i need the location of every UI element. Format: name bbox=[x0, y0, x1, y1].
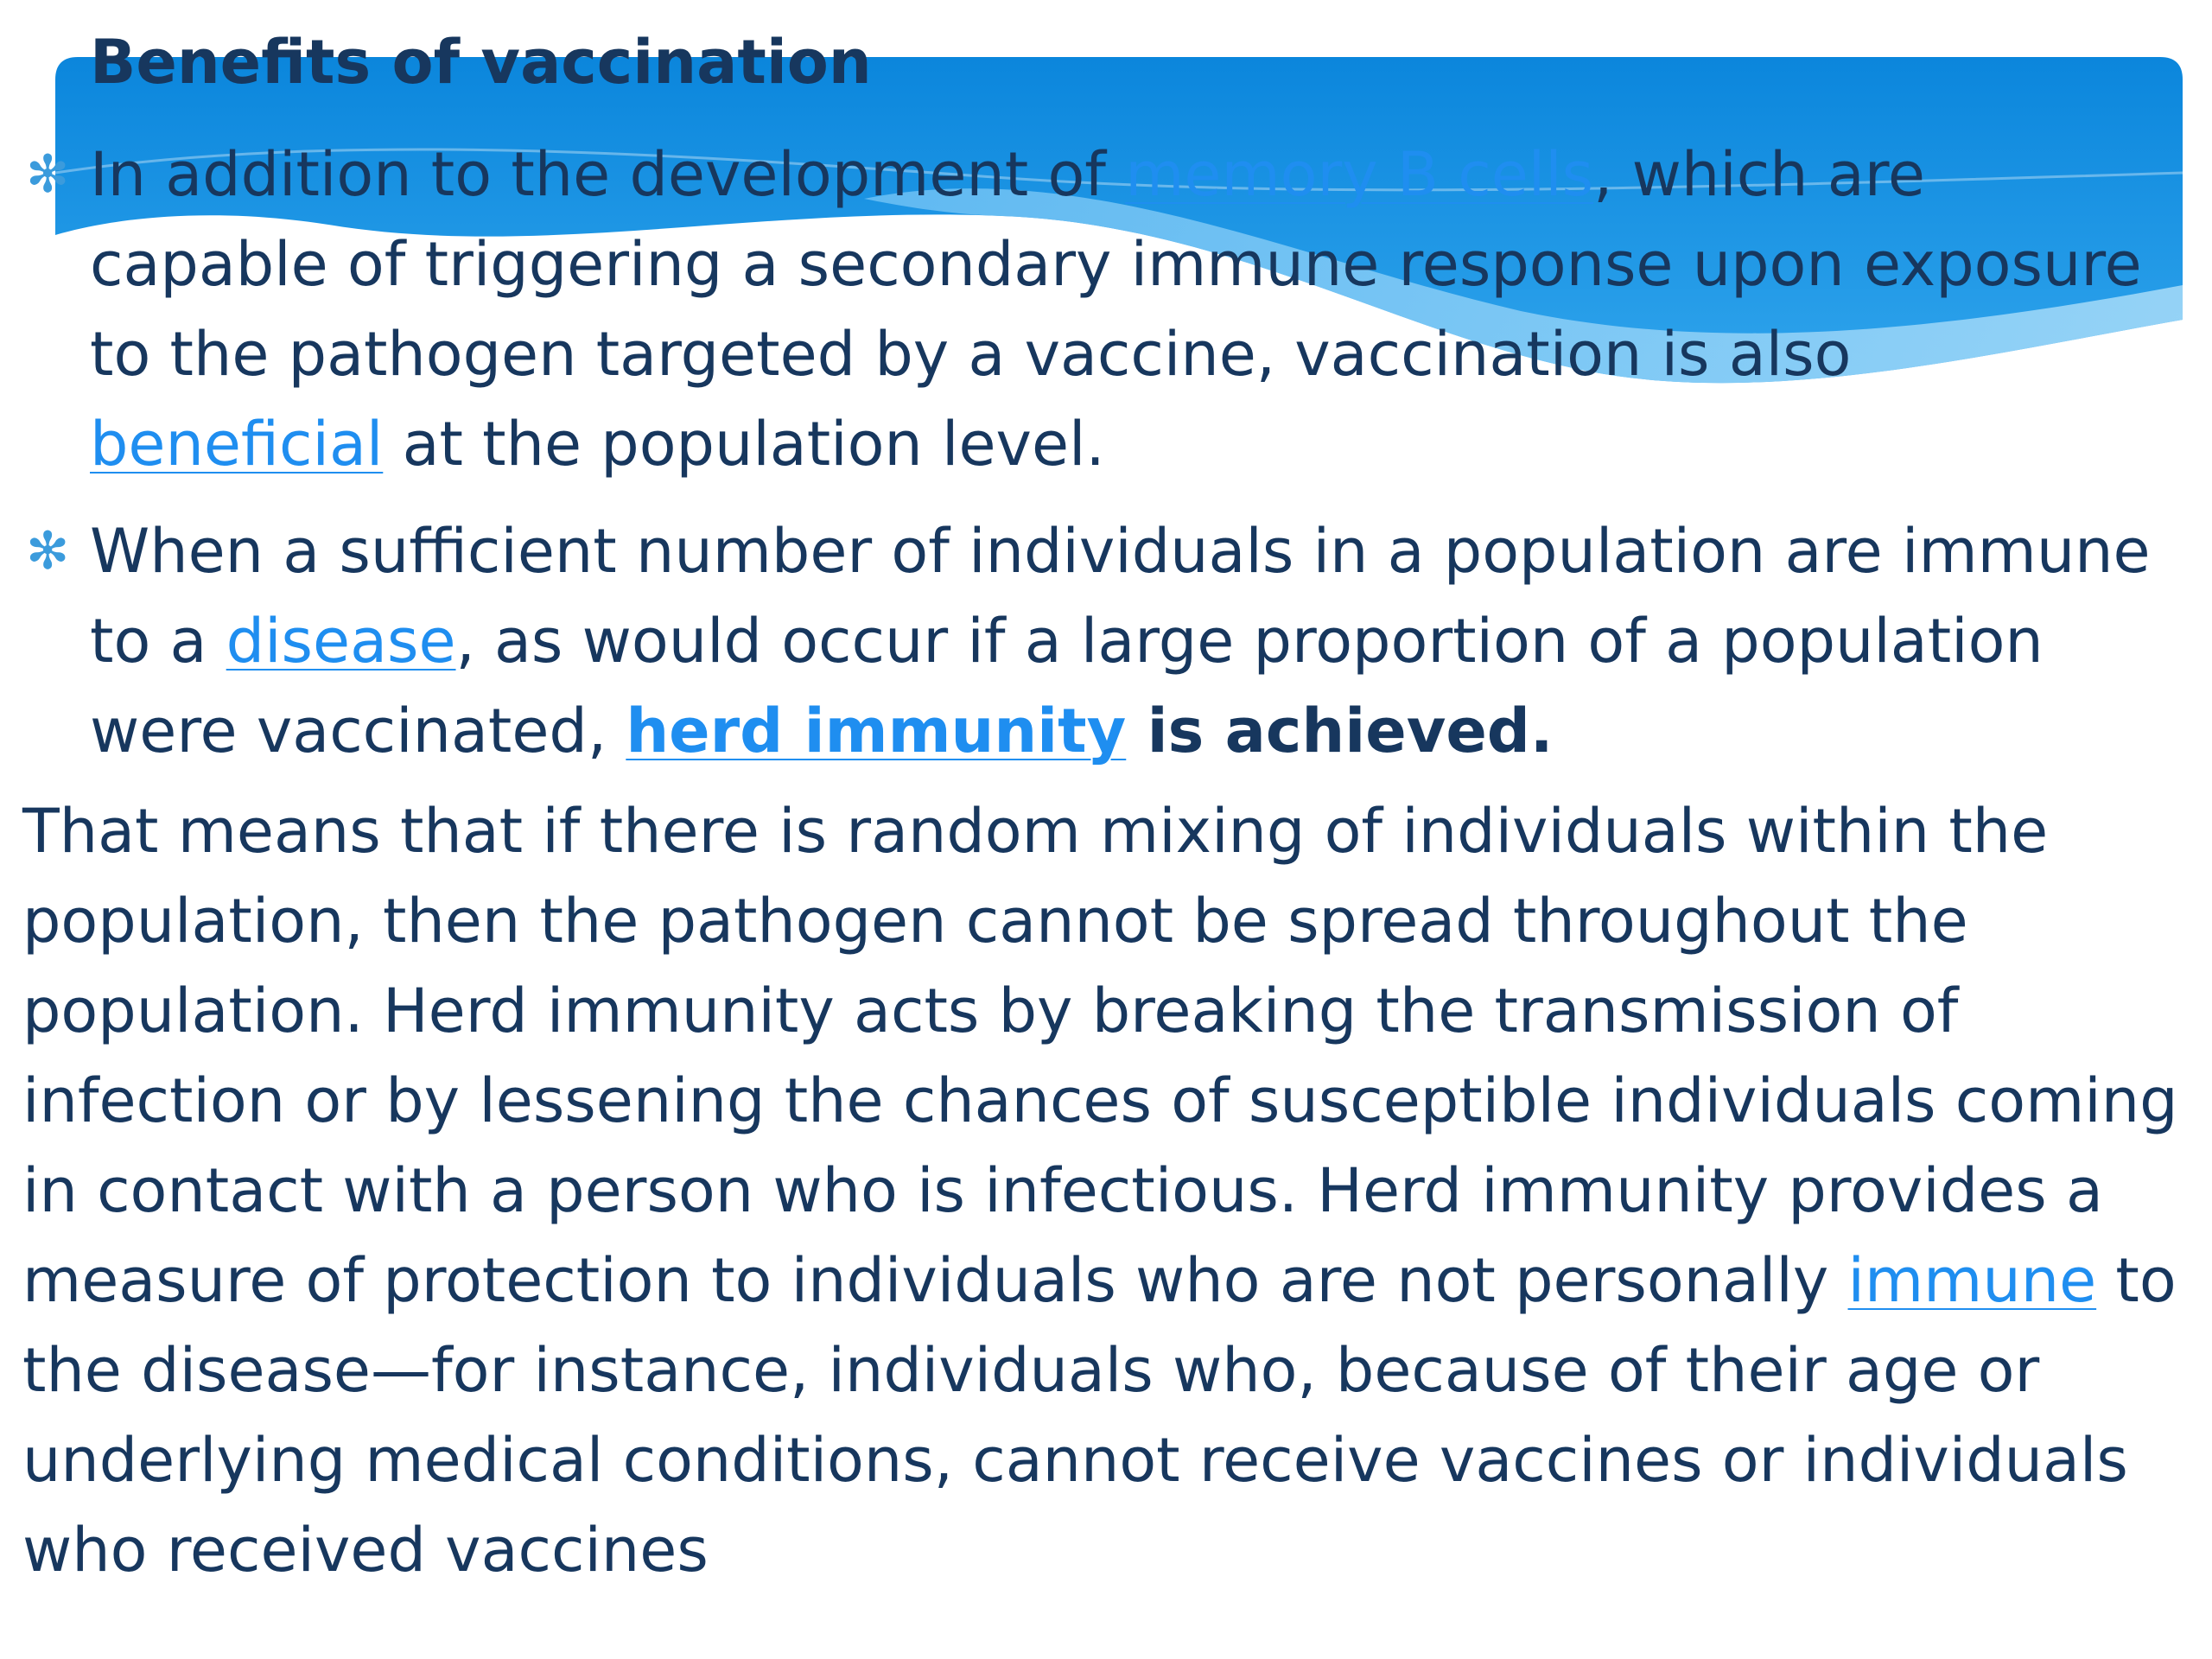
memory-b-cells-link[interactable]: memory B cells bbox=[1125, 139, 1594, 210]
bullet-text: In addition to the development of bbox=[90, 139, 1126, 210]
herd-immunity-link[interactable]: herd immunity bbox=[626, 696, 1127, 766]
bullet-text-bold: is achieved. bbox=[1126, 696, 1554, 766]
paragraph-text: to the disease—for instance, individuals who, because of their age or underlying medical conditions, cannot receive vaccines or individuals who received vaccines bbox=[22, 1245, 2177, 1586]
bullet-item bbox=[0, 130, 2160, 489]
bullet-text: at the population level. bbox=[383, 409, 1105, 480]
paragraph-text: That means that if there is random mixing of individuals within the population, then the pathogen cannot be spread throughout the population. Herd immunity acts by breaking the transmission of infection or by lessening the chances of susceptible individuals coming in contact with a person who is infectious. Herd immunity provides a measure of protection to individuals who are not personally bbox=[22, 796, 2178, 1316]
asterisk-bullet-icon: ✻ bbox=[26, 144, 70, 205]
body-paragraph bbox=[22, 786, 2183, 1595]
bullet-text: , as would occur if a large proportion of a population were vaccinated, bbox=[90, 606, 2044, 766]
slide-title: Benefits of vaccination bbox=[90, 27, 872, 98]
bullet-list bbox=[0, 130, 2160, 793]
bullet-text: , which are capable of triggering a secondary immune response upon exposure to the pathogen targeted by a vaccine, vaccination is also bbox=[90, 139, 2142, 390]
disease-link[interactable]: disease bbox=[226, 606, 456, 677]
immune-link[interactable]: immune bbox=[1847, 1245, 2097, 1316]
beneficial-link[interactable]: beneficial bbox=[90, 409, 384, 480]
bullet-text: When a sufficient number of individuals in a population are immune to a bbox=[90, 516, 2151, 677]
asterisk-bullet-icon: ✻ bbox=[26, 521, 70, 582]
bullet-item bbox=[0, 506, 2160, 776]
